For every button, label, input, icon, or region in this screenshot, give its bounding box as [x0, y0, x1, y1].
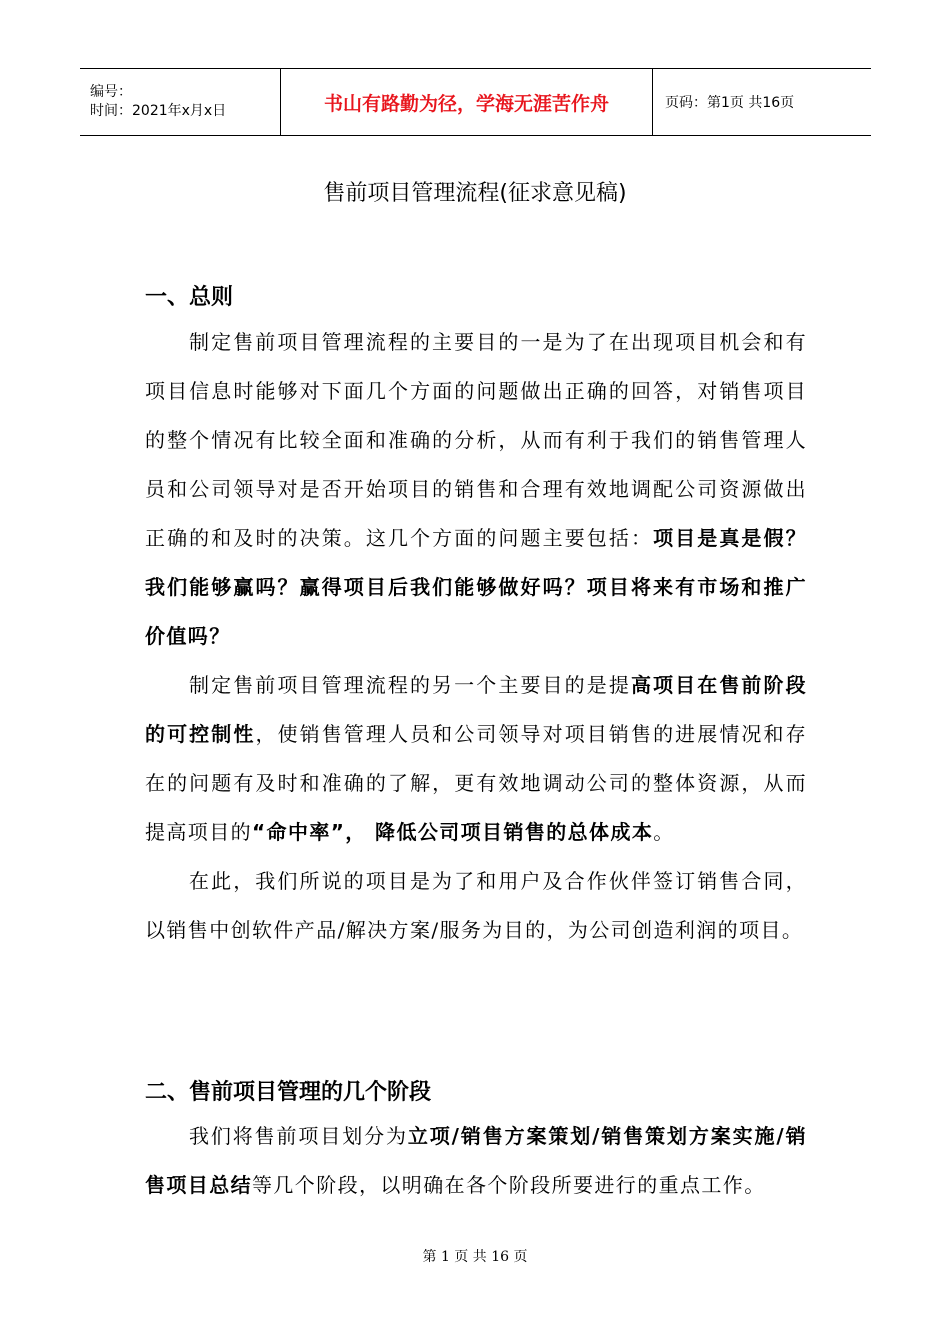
- header-page-info: 页码：第1页 共16页: [665, 95, 795, 111]
- text-run: 等几个阶段，以明确在各个阶段所要进行的重点工作。: [252, 1173, 766, 1197]
- section-heading-stages: 二、售前项目管理的几个阶段: [145, 1080, 432, 1105]
- text-run: ，使销售管理人员和公司领导对项目销售的进展情况和存在的问题有及时和准确的了解，更有效地调动公司的整体资源，从而提高项目的: [145, 722, 808, 844]
- header-motto: 书山有路勤为径，学海无涯苦作舟: [280, 69, 653, 135]
- paragraph: [145, 661, 807, 857]
- paragraph: [145, 318, 807, 661]
- date-label: 时间：2021年x月x日: [90, 103, 227, 119]
- bold-text-run: 高项目在售前阶段的可控制性: [145, 673, 808, 746]
- document-title: 售前项目管理流程(征求意见稿): [323, 181, 627, 206]
- bold-text-run: 立项/销售方案策划/销售策划方案实施/销售项目总结: [145, 1124, 807, 1197]
- text-run: 制定售前项目管理流程的主要目的一是为了在出现项目机会和有项目信息时能够对下面几个方面的问题做出正确的回答，对销售项目的整个情况有比较全面和准确的分析，从而有利于我们的销售管理人员和公司领导对是否开始项目的销售和合理有效地调配公司资源做出正确的和及时的决策。这几个方面的问题主要包括：: [145, 330, 807, 550]
- paragraph: [145, 857, 807, 955]
- text-run: 我们将售前项目划分为: [189, 1124, 408, 1148]
- section-heading-general: 一、总则: [145, 285, 234, 310]
- header-meta: [80, 69, 280, 135]
- text-run: 在此，我们所说的项目是为了和用户及合作伙伴签订销售合同，以销售中创软件产品/解决方案/服务为目的，为公司创造利润的项目。: [145, 869, 807, 942]
- text-run: 制定售前项目管理流程的另一个主要目的是提: [189, 673, 631, 697]
- header-table: [80, 68, 871, 136]
- page-footer: 第 1 页 共 16 页: [422, 1249, 528, 1265]
- text-run: 。: [653, 820, 675, 844]
- bold-text-run: 项目是真是假？我们能够赢吗？赢得项目后我们能够做好吗？项目将来有市场和推广价值吗？: [145, 526, 807, 648]
- code-label: 编号：: [90, 84, 132, 100]
- bold-text-run: “命中率”， 降低公司项目销售的总体成本: [252, 820, 654, 844]
- paragraph: [145, 1112, 807, 1210]
